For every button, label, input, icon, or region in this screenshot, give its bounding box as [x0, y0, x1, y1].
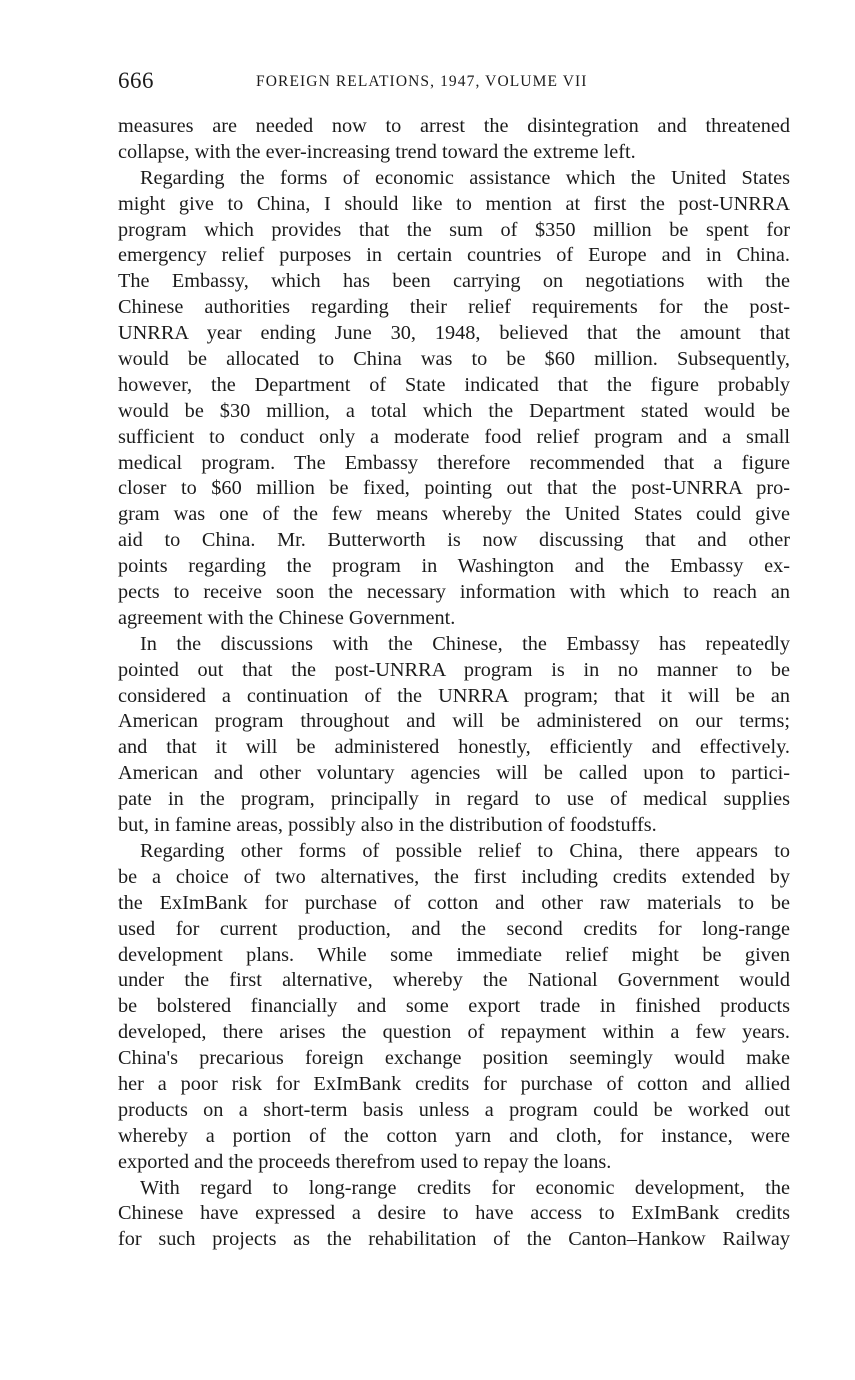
paragraph — [118, 1176, 790, 1254]
text-line: The Embassy, which has been carrying on negotiations with the — [118, 270, 790, 293]
text-line: China's precarious foreign exchange position seemingly would make — [118, 1047, 790, 1070]
text-line: pointed out that the post-UNRRA program is in no manner to be — [118, 658, 790, 681]
text-line: Regarding other forms of possible relief to China, there appears to — [140, 839, 790, 862]
paragraph — [118, 166, 790, 632]
text-line: for such projects as the rehabilitation of the Canton–Hankow Railway — [118, 1228, 790, 1251]
text-line: be bolstered financially and some export trade in finished products — [118, 995, 790, 1018]
text-line: might give to China, I should like to mention at first the post-UNRRA — [118, 192, 790, 215]
text-line: collapse, with the ever-increasing trend toward the extreme left. — [118, 140, 636, 163]
text-line: Regarding the forms of economic assistance which the United States — [140, 166, 790, 189]
text-line: would be allocated to China was to be $60 million. Subsequently, — [118, 348, 790, 371]
text-line: gram was one of the few means whereby the United States could give — [118, 503, 790, 526]
paragraph — [118, 839, 790, 1176]
paragraph — [118, 114, 790, 166]
text-line: the ExImBank for purchase of cotton and other raw materials to be — [118, 891, 790, 914]
text-line: agreement with the Chinese Government. — [118, 606, 456, 629]
body-text — [118, 114, 790, 1253]
text-line: closer to $60 million be fixed, pointing out that the post-UNRRA pro- — [118, 477, 790, 500]
text-line: UNRRA year ending June 30, 1948, believed that the amount that — [118, 322, 790, 345]
text-line: emergency relief purposes in certain countries of Europe and in China. — [118, 244, 790, 267]
text-line: Chinese have expressed a desire to have access to ExImBank credits — [118, 1202, 790, 1225]
text-line: however, the Department of State indicated that the figure probably — [118, 373, 790, 396]
text-line: pects to receive soon the necessary information with which to reach an — [118, 581, 790, 604]
text-line: Chinese authorities regarding their relief requirements for the post- — [118, 296, 790, 319]
running-head — [118, 68, 790, 100]
running-head-title: FOREIGN RELATIONS, 1947, VOLUME VII — [256, 73, 588, 90]
text-line: medical program. The Embassy therefore recommended that a figure — [118, 451, 790, 474]
text-line: developed, there arises the question of repayment within a few years. — [118, 1021, 790, 1044]
text-line: products on a short-term basis unless a program could be worked out — [118, 1098, 790, 1121]
text-line: whereby a portion of the cotton yarn and cloth, for instance, were — [118, 1124, 790, 1147]
text-line: considered a continuation of the UNRRA program; that it will be an — [118, 684, 790, 707]
text-line: In the discussions with the Chinese, the Embassy has repeatedly — [140, 632, 790, 655]
paragraph — [118, 632, 790, 839]
text-line: exported and the proceeds therefrom used to repay the loans. — [118, 1150, 612, 1173]
text-line: would be $30 million, a total which the Department stated would be — [118, 399, 790, 422]
text-line: American program throughout and will be administered on our terms; — [118, 710, 790, 733]
text-line: With regard to long-range credits for economic development, the — [140, 1176, 790, 1199]
text-line: aid to China. Mr. Butterworth is now discussing that and other — [118, 529, 790, 552]
text-line: pate in the program, principally in regard to use of medical supplies — [118, 788, 790, 811]
text-line: be a choice of two alternatives, the first including credits extended by — [118, 865, 790, 888]
page-number: 666 — [118, 68, 154, 93]
text-line: measures are needed now to arrest the disintegration and threatened — [118, 115, 790, 137]
text-line: points regarding the program in Washington and the Embassy ex- — [118, 555, 790, 578]
text-line: her a poor risk for ExImBank credits for purchase of cotton and allied — [118, 1072, 790, 1095]
text-line: sufficient to conduct only a moderate food relief program and a small — [118, 425, 790, 448]
text-line: but, in famine areas, possibly also in the distribution of foodstuffs. — [118, 814, 657, 837]
text-line: under the first alternative, whereby the National Government would — [118, 969, 790, 992]
text-line: used for current production, and the second credits for long-range — [118, 917, 790, 940]
text-line: American and other voluntary agencies will be called upon to partici- — [118, 762, 790, 785]
text-line: and that it will be administered honestly, efficiently and effectively. — [118, 736, 790, 759]
text-line: development plans. While some immediate relief might be given — [118, 943, 790, 966]
text-line: program which provides that the sum of $350 million be spent for — [118, 218, 790, 241]
